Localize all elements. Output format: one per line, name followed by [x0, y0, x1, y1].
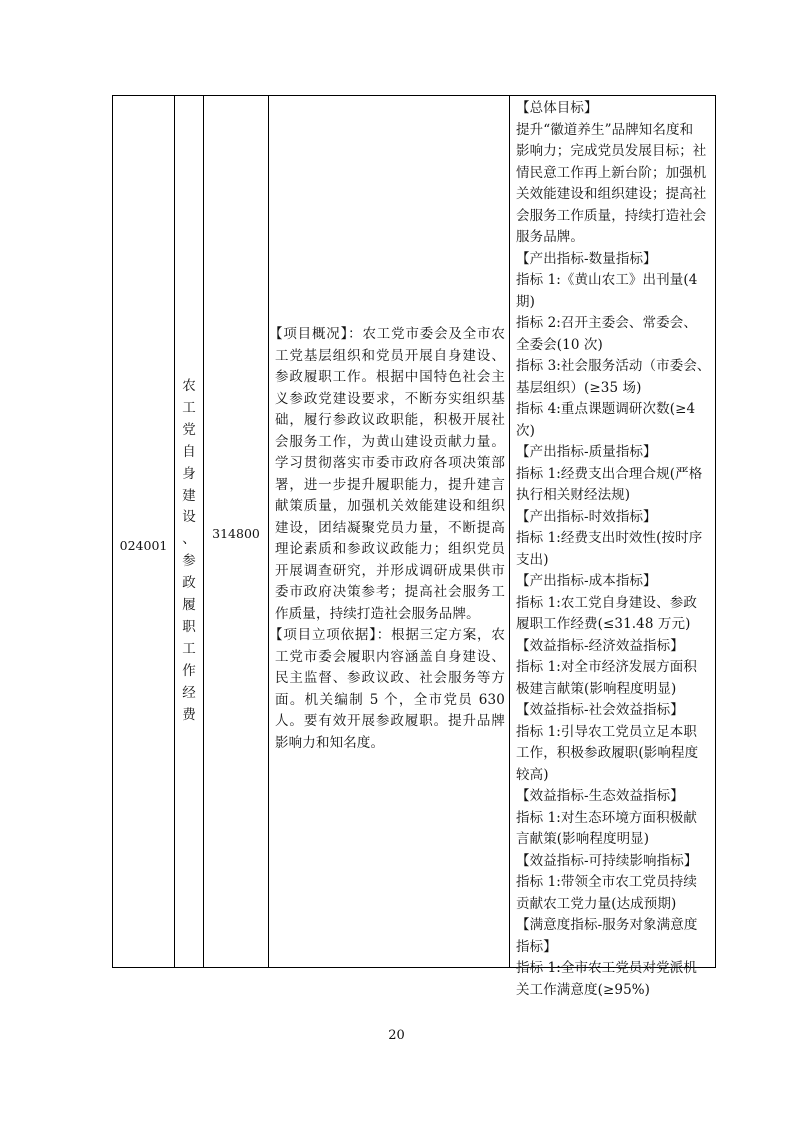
project-name-char: 农 — [182, 378, 196, 394]
target-heading: 【产出指标-时效指标】 — [516, 508, 657, 525]
target-line: 指标 1:农工党自身建设、参政 — [516, 594, 697, 611]
target-line: 指标 1:经费支出合理合规(严格 — [516, 465, 703, 482]
project-name-char: 政 — [182, 575, 196, 592]
target-heading: 【效益指标-生态效益指标】 — [516, 788, 684, 804]
target-line: 指标 1:全市农工党员对党派机 — [516, 960, 697, 976]
target-heading: 【产出指标-质量指标】 — [516, 444, 657, 460]
target-line: 指标 2:召开主委会、常委会、 — [516, 315, 697, 331]
target-line: 指标 1:引导农工党员立足本职 — [516, 723, 697, 740]
target-line: 履职工作经费(≤31.48 万元) — [516, 616, 691, 632]
target-line: 情民意工作再上新台阶；加强机 — [516, 164, 707, 181]
target-line: 次) — [516, 422, 535, 439]
target-line: 较高) — [516, 766, 549, 783]
basis-heading: 【项目立项依据】 — [269, 627, 377, 643]
target-line: 指标】 — [516, 938, 557, 955]
project-name-char: 经 — [182, 684, 196, 701]
target-line: 关工作满意度(≥95%) — [516, 981, 651, 998]
page-number: 20 — [388, 1028, 405, 1043]
project-name-char: 费 — [182, 706, 196, 723]
overview-text: ：农工党市委会及全市农工党基层组织和党员开展自身建设、参政履职工作。根据中国特色社会主义参政党建设要求，不断夯实组织基础，履行参政议政职能，积极开展社会服务工作，为黄山建设贡献力量。学习贯彻落实市委市政府各项决策部署，进一步提升履职能力，提升建言献策质量，加强机关效能建设和组织建设，团结凝聚党员力量，不断提高理论素质和参政议政能力；组织党员开展调查研究，并形成调研成果供市委市政府决策参考；提高社会服务工作质量，持续打造社会服务品牌。 — [275, 326, 506, 622]
project-name-char: 身 — [182, 465, 196, 482]
target-line: 指标 3:社会服务活动（市委会、 — [516, 358, 711, 374]
project-code-cell — [113, 96, 175, 967]
target-line: 支出) — [516, 551, 549, 568]
target-heading: 【产出指标-数量指标】 — [516, 250, 657, 267]
project-name-char: 职 — [182, 618, 196, 635]
target-line: 极建言献策(影响程度明显) — [516, 680, 677, 697]
performance-targets-cell — [510, 96, 717, 998]
project-name-char: 履 — [182, 597, 196, 614]
basis-paragraph — [269, 625, 505, 754]
project-name-cell — [175, 96, 204, 967]
overview-paragraph — [269, 324, 506, 625]
project-description-cell — [269, 96, 510, 967]
target-line: 指标 1:对生态环境方面积极献 — [516, 809, 697, 826]
target-heading: 【总体目标】 — [516, 100, 598, 116]
target-line: 期) — [516, 293, 535, 310]
target-line: 指标 1:《黄山农工》出刊量(4 — [516, 272, 698, 288]
target-line: 指标 4:重点课题调研次数(≥4 — [516, 401, 696, 417]
target-line: 基层组织）(≥35 场) — [516, 379, 642, 396]
target-line: 言献策(影响程度明显) — [516, 831, 650, 847]
target-heading: 【效益指标-社会效益指标】 — [516, 702, 684, 718]
project-amount: 314800 — [212, 526, 260, 541]
performance-targets — [516, 98, 714, 1001]
target-line: 提升“徽道养生”品牌知名度和 — [516, 121, 694, 138]
target-heading: 【效益指标-可持续影响指标】 — [516, 852, 698, 869]
target-line: 指标 1:经费支出时效性(按时序 — [516, 530, 703, 546]
target-line: 贡献农工党力量(达成预期) — [516, 895, 677, 912]
project-code: 024001 — [119, 538, 168, 553]
project-name-char: 自 — [182, 443, 196, 460]
target-line: 关效能建设和组织建设；提高社 — [516, 186, 707, 202]
project-name-char: 参 — [182, 553, 196, 570]
project-description — [269, 324, 506, 754]
basis-text: ：根据三定方案，农工党市委会履职内容涵盖自身建设、民主监督、参政议政、社会服务等方面。机关编制 5 个，全市党员 630 人。要有效开展参政履职。提升品牌影响力和知名度。 — [275, 627, 505, 751]
overview-heading: 【项目概况】 — [269, 326, 349, 342]
project-name-char: 建 — [182, 487, 196, 504]
target-heading: 【产出指标-成本指标】 — [516, 573, 657, 589]
target-line: 工作，积极参政履职(影响程度 — [516, 745, 699, 761]
target-line: 全委会(10 次) — [516, 336, 603, 353]
project-name-char: 工 — [182, 399, 196, 416]
project-name-vertical — [175, 376, 203, 727]
project-amount-cell — [204, 96, 269, 967]
project-name-char: 工 — [182, 640, 196, 657]
project-name-char: 设 — [182, 509, 196, 526]
target-line: 执行相关财经法规) — [516, 487, 631, 503]
target-heading: 【满意度指标-服务对象满意度 — [516, 917, 698, 933]
project-table — [112, 95, 716, 998]
target-line: 会服务工作质量，持续打造社会 — [516, 207, 707, 224]
target-line: 服务品牌。 — [516, 229, 584, 245]
target-line: 指标 1:对全市经济发展方面积 — [516, 659, 697, 675]
project-name-char: 、 — [182, 531, 196, 548]
project-name-char: 党 — [182, 421, 196, 438]
project-name-char: 作 — [182, 662, 196, 679]
target-line: 影响力；完成党员发展目标；社 — [516, 143, 707, 159]
target-line: 指标 1:带领全市农工党员持续 — [516, 874, 697, 890]
target-heading: 【效益指标-经济效益指标】 — [516, 637, 684, 654]
